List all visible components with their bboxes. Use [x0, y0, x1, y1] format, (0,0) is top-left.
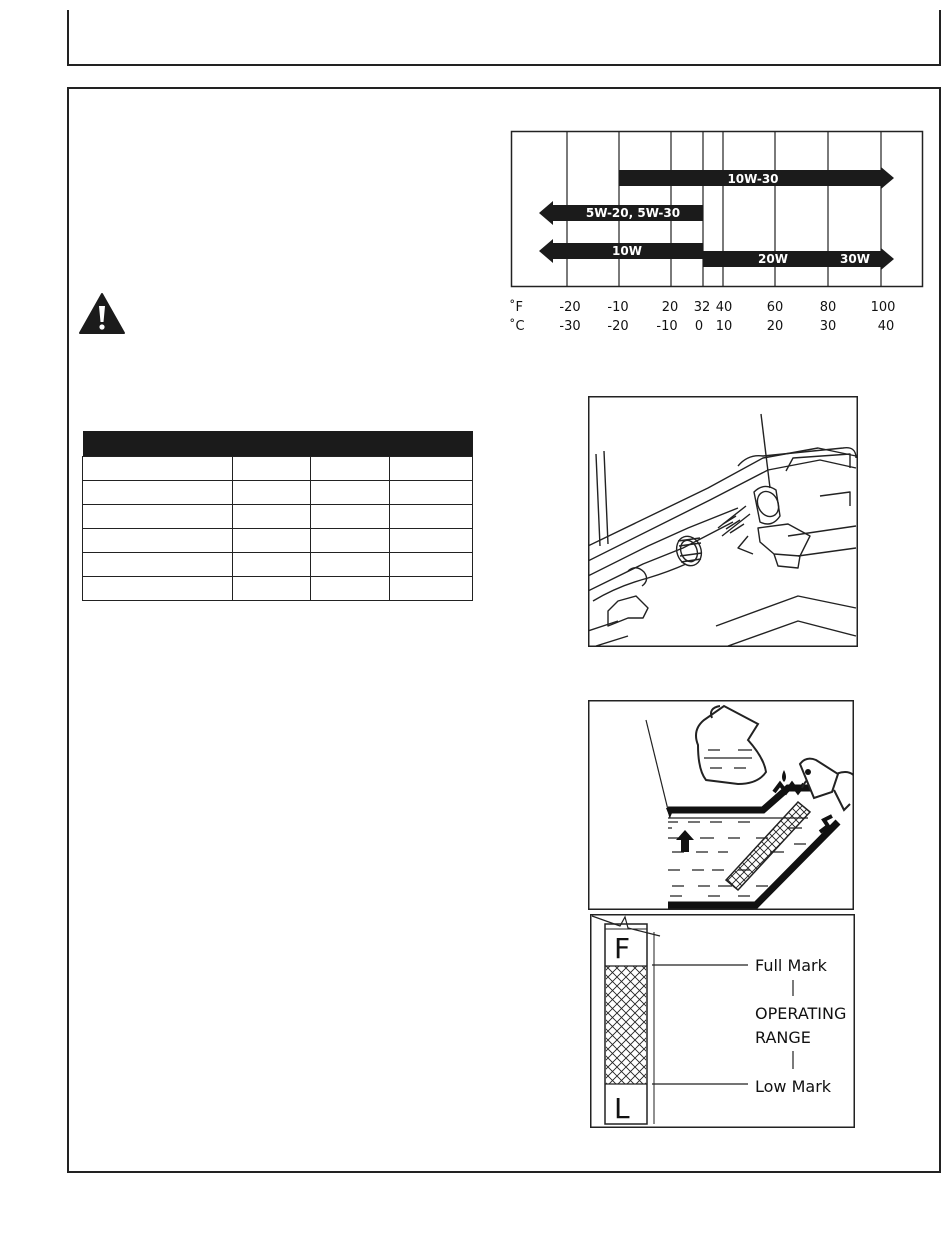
- f-tick: 40: [715, 300, 733, 315]
- full-mark-label: Full Mark: [755, 956, 827, 975]
- table-header-cell: [232, 431, 311, 457]
- celsius-unit: ˚C: [509, 319, 525, 334]
- table-cell: [311, 505, 390, 529]
- grade-label-30w: 30W: [840, 252, 870, 266]
- oil-viscosity-chart: [505, 125, 930, 340]
- low-mark-label: Low Mark: [755, 1077, 832, 1096]
- c-tick: -20: [607, 319, 629, 334]
- c-tick: 0: [694, 319, 704, 334]
- table-cell: [232, 553, 311, 577]
- c-tick: 30: [819, 319, 837, 334]
- oil-pouring-illustration: [588, 700, 854, 910]
- table-row: [83, 457, 473, 481]
- operating-range-hatch: [606, 966, 646, 1084]
- low-letter: L: [614, 1092, 630, 1125]
- table-cell: [311, 553, 390, 577]
- table-header-cell: [83, 431, 233, 457]
- engine-oil-fill-illustration: [588, 396, 858, 647]
- table-row: [83, 529, 473, 553]
- f-tick: 80: [819, 300, 837, 315]
- table-cell: [83, 577, 233, 601]
- table-cell: [390, 505, 473, 529]
- f-tick: 20: [661, 300, 679, 315]
- table-cell: [232, 529, 311, 553]
- f-tick: -20: [559, 300, 581, 315]
- table-header-cell: [311, 431, 390, 457]
- grade-label-10w30: 10W-30: [727, 172, 779, 186]
- spec-table: [82, 431, 473, 601]
- table-row: [83, 553, 473, 577]
- table-row: [83, 505, 473, 529]
- table-header-row: [83, 431, 473, 457]
- table-cell: [390, 577, 473, 601]
- table-row: [83, 481, 473, 505]
- warning-triangle-icon: [78, 292, 126, 335]
- table-cell: [232, 457, 311, 481]
- c-tick: 20: [766, 319, 784, 334]
- table-cell: [232, 505, 311, 529]
- table-cell: [83, 481, 233, 505]
- table-cell: [311, 577, 390, 601]
- f-tick: 60: [766, 300, 784, 315]
- table-row: [83, 577, 473, 601]
- header-frame: [67, 10, 941, 66]
- table-cell: [83, 457, 233, 481]
- table-cell: [83, 529, 233, 553]
- grade-label-20w: 20W: [758, 252, 788, 266]
- grade-label-10w: 10W: [612, 244, 642, 258]
- operating-range-label-2: RANGE: [755, 1028, 811, 1047]
- table-cell: [390, 457, 473, 481]
- table-cell: [311, 481, 390, 505]
- table-cell: [390, 481, 473, 505]
- table-cell: [232, 577, 311, 601]
- full-letter: F: [614, 932, 631, 965]
- c-tick: 10: [715, 319, 733, 334]
- table-cell: [311, 457, 390, 481]
- table-cell: [390, 553, 473, 577]
- dipstick-level-illustration: [590, 914, 855, 1128]
- table-cell: [83, 553, 233, 577]
- table-cell: [390, 529, 473, 553]
- table-cell: [83, 505, 233, 529]
- table-cell: [311, 529, 390, 553]
- f-tick: -10: [607, 300, 629, 315]
- c-tick: -10: [656, 319, 678, 334]
- grade-label-5w20-5w30: 5W-20, 5W-30: [585, 206, 681, 220]
- operating-range-label-1: OPERATING: [755, 1004, 847, 1023]
- table-cell: [232, 481, 311, 505]
- f-tick: 100: [870, 300, 896, 315]
- c-tick: 40: [877, 319, 895, 334]
- f-tick: 32: [693, 300, 711, 315]
- table-header-cell: [390, 431, 473, 457]
- c-tick: -30: [559, 319, 581, 334]
- fahrenheit-unit: ˚F: [509, 300, 523, 315]
